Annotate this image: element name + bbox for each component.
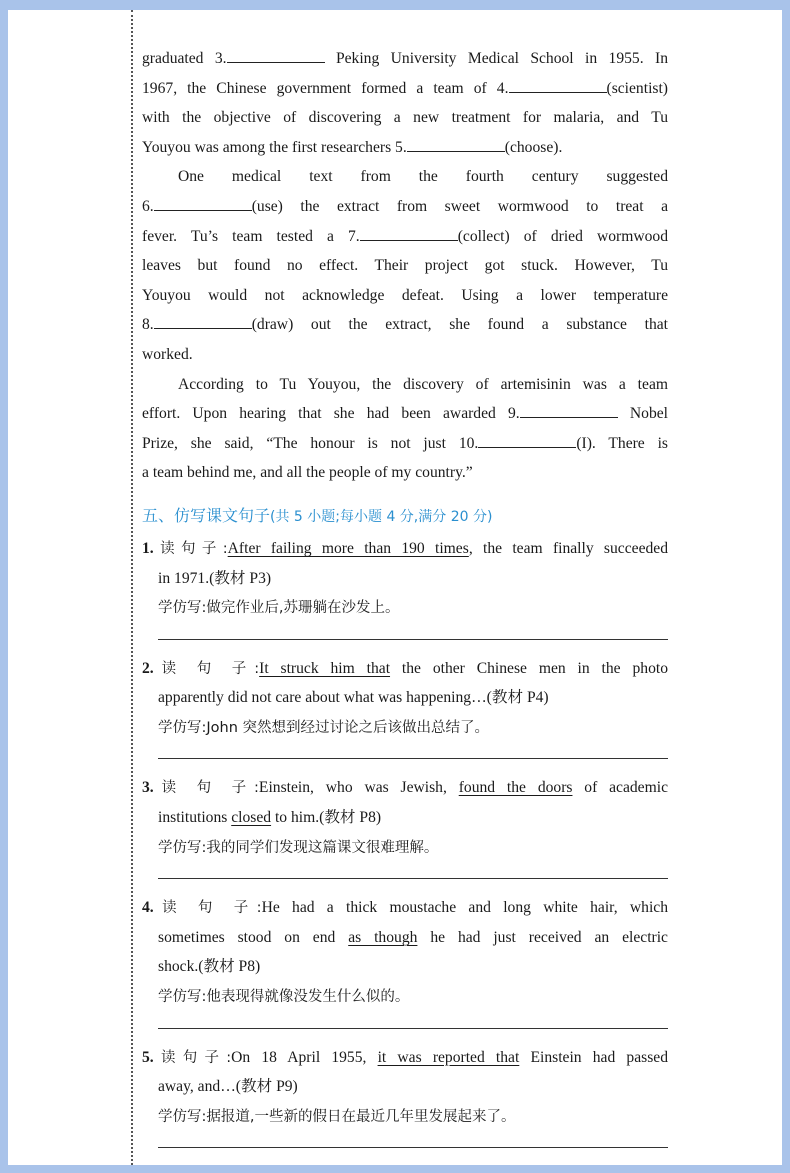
imitate-label: 学仿写: [158,989,207,1006]
fill-in-blank[interactable] [509,78,607,93]
read-sentence-label: 读句子: [153,1049,232,1066]
sentence-text: sometimes stood on end [158,928,349,946]
passage-text: fever. Tu’s team tested a 7. [142,227,360,245]
imitate-prompt: 他表现得就像没发生什么似的。 [206,989,410,1006]
section-scoring: (共 5 小题;每小题 4 分,满分 20 分) [270,508,493,525]
passage-text: worked. [142,345,193,363]
key-phrase: After failing more than 190 times [227,539,469,557]
sentence-text: Einstein had passed [519,1048,668,1066]
passage-text: Youyou would not acknowledge defeat. Using a lower temperature [142,286,668,304]
imitate-label: 学仿写: [158,1108,207,1125]
passage-paragraph-2 [142,162,668,369]
sentence-text: apparently did not care about what was happening…(教材 P4) [158,689,549,707]
key-phrase: It struck him that [259,659,391,677]
sentence-text: in 1971.(教材 P3) [158,569,272,587]
imitate-prompt: 我的同学们发现这篇课文很难理解。 [206,839,439,856]
passage-text: leaves but found no effect. Their project got stuck. However, Tu [142,257,668,275]
question-sentence-line [142,803,668,833]
sentence-text: the other Chinese men in the photo [390,659,668,677]
passage-line [142,399,668,429]
fill-in-blank[interactable] [227,48,325,63]
fill-in-blank[interactable] [478,433,576,448]
section-title [142,501,668,532]
sentence-text: shock.(教材 P8) [158,958,261,976]
passage-line [142,458,668,488]
imitate-row [142,982,668,1012]
passage-text: Peking University Medical School in 1955. In [324,50,668,67]
passage-line [142,162,668,192]
passage-text: Nobel [617,405,668,423]
passage-text: a team behind me, and all the people of my country.” [142,464,473,482]
passage-paragraph-3 [142,370,668,488]
fill-in-blank[interactable] [520,403,618,418]
sentence-text: of academic [572,779,668,797]
imitate-label: 学仿写: [158,600,207,617]
question-sentence-line [142,564,668,594]
passage-line [142,429,668,459]
read-sentence-label: 读句子: [153,540,228,557]
imitate-row [142,833,668,863]
question-item [142,1043,668,1149]
sentence-text: to him.(教材 P8) [271,809,382,827]
question-number: 1. [142,539,154,557]
fill-in-blank[interactable] [154,314,252,329]
answer-line[interactable] [158,750,668,759]
passage-text: One medical text from the fourth century suggested [178,168,668,186]
imitate-row [142,593,668,623]
read-sentence-label: 读 句 子: [153,900,262,917]
key-phrase: it was reported that [377,1048,520,1066]
sentence-text: institutions [158,809,232,827]
answer-line[interactable] [158,1020,668,1029]
question-number: 2. [142,659,154,677]
binding-dashed-line [131,10,133,1165]
sentence-text: On 18 April 1955, [231,1048,378,1066]
passage-text: (choose). [504,138,563,156]
question-sentence-line [142,683,668,713]
content-area [142,44,668,1148]
key-phrase: found the doors [458,779,573,797]
question-item [142,654,668,760]
imitate-label: 学仿写: [158,839,207,856]
question-item [142,893,668,1028]
question-list [142,534,668,1149]
key-phrase: closed [231,809,272,827]
question-item [142,773,668,879]
imitate-row [142,713,668,743]
sentence-text: away, and…(教材 P9) [158,1078,298,1096]
section-heading: 五、仿写课文句子 [142,505,271,525]
passage-text: Youyou was among the first researchers 5. [142,138,407,156]
sentence-text: Einstein, who was Jewish, [258,779,459,797]
fill-in-blank[interactable] [154,196,252,211]
question-sentence-line [142,923,668,953]
question-sentence-line [142,773,668,803]
answer-line[interactable] [158,631,668,640]
passage-line [142,281,668,311]
sentence-text: he had just received an electric [417,928,668,946]
sentence-text: , the team finally succeeded [468,539,668,557]
imitate-row [142,1102,668,1132]
passage-line [142,133,668,163]
passage-text: with the objective of discovering a new treatment for malaria, and Tu [142,109,668,127]
passage-text: According to Tu Youyou, the discovery of artemisinin was a team [178,375,668,393]
passage-text: (draw) out the extract, she found a substance that [251,316,668,334]
passage-text: Prize, she said, “The honour is not just 10. [142,434,479,452]
read-sentence-label: 读 句 子: [153,780,259,797]
question-number: 3. [142,779,154,797]
answer-line[interactable] [158,1139,668,1148]
passage-text: graduated 3. [142,50,227,67]
passage-text: (I). There is [576,434,668,452]
imitate-prompt: John 突然想到经过讨论之后该做出总结了。 [206,719,490,736]
passage-text: 1967, the Chinese government formed a team of 4. [142,79,509,97]
passage-text: effort. Upon hearing that she had been awarded 9. [142,405,520,423]
worksheet-page [8,10,782,1165]
passage-text: (scientist) [606,79,668,97]
imitate-label: 学仿写: [158,719,207,736]
answer-line[interactable] [158,870,668,879]
key-phrase: as though [348,928,418,946]
read-sentence-label: 读 句 子: [153,660,260,677]
passage-text: 6. [142,197,154,215]
passage-paragraph-1 [142,44,668,162]
passage-line [142,370,668,400]
passage-line [142,310,668,340]
imitate-prompt: 做完作业后,苏珊躺在沙发上。 [206,600,400,617]
fill-in-blank[interactable] [360,226,458,241]
sentence-text: He had a thick moustache and long white hair, which [261,899,668,917]
passage-line [142,44,668,74]
question-number: 4. [142,899,154,917]
passage-text: (use) the extract from sweet wormwood to treat a [251,197,668,215]
question-sentence-line [142,952,668,982]
passage-text: 8. [142,316,154,334]
passage-line [142,74,668,104]
passage-line [142,251,668,281]
question-sentence-line [142,1043,668,1073]
question-item [142,534,668,640]
passage-text: (collect) of dried wormwood [457,227,669,245]
question-sentence-line [142,534,668,564]
imitate-prompt: 据报道,一些新的假日在最近几年里发展起来了。 [206,1108,516,1125]
passage-line [142,103,668,133]
question-sentence-line [142,654,668,684]
question-sentence-line [142,1072,668,1102]
passage-line [142,222,668,252]
passage-line [142,192,668,222]
question-number: 5. [142,1048,154,1066]
passage-line [142,340,668,370]
fill-in-blank[interactable] [407,137,505,152]
question-sentence-line [142,893,668,923]
